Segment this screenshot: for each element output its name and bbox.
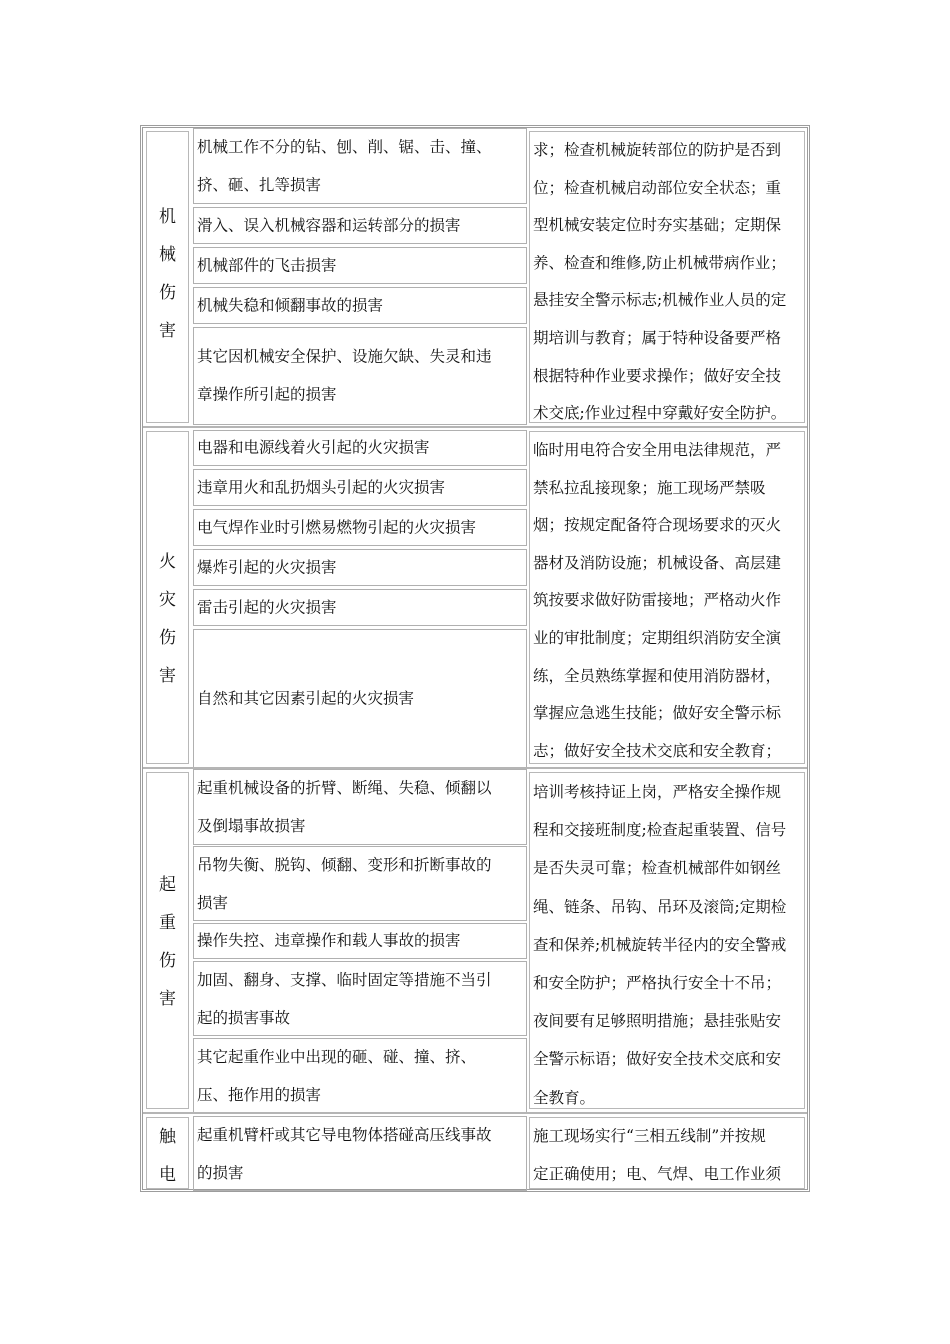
hazard-text: 机械工作不分的钻、刨、削、锯、击、撞、	[197, 138, 492, 156]
measure-line: 临时用电符合安全用电法律规范，严	[533, 441, 782, 459]
hazard-item	[193, 128, 527, 204]
measure-line: 筑按要求做好防雷接地；严格动火作	[533, 591, 782, 610]
measures-cell	[529, 431, 805, 764]
measure-line: 术交底;作业过程中穿戴好安全防护。	[533, 404, 787, 423]
category-char: 火	[159, 552, 176, 572]
hazard-text: 压、拖作用的损害	[197, 1085, 322, 1104]
hazard-item	[193, 207, 527, 244]
measure-line: 夜间要有足够照明措施；悬挂张贴安	[533, 1012, 782, 1031]
hazard-item	[193, 287, 527, 324]
measure-line: 志；做好安全技术交底和安全教育；	[533, 741, 782, 760]
measure-line: 业的审批制度；定期组织消防安全演	[533, 628, 782, 647]
hazard-table	[140, 125, 810, 1192]
hazard-item	[193, 549, 527, 586]
hazard-text: 自然和其它因素引起的火灾损害	[197, 688, 415, 707]
hazard-item	[193, 589, 527, 626]
hazard-item	[193, 247, 527, 284]
category-char: 械	[159, 245, 176, 265]
category-cell	[146, 131, 189, 423]
measure-line: 位；检查机械启动部位安全状态；重	[533, 178, 782, 197]
hazard-item	[193, 769, 527, 845]
table-row-group	[143, 128, 807, 426]
hazard-text: 滑入、误入机械容器和运转部分的损害	[197, 215, 461, 234]
measures-cell	[529, 131, 805, 423]
measure-line: 根据特种作业要求操作；做好安全技	[533, 366, 782, 385]
hazard-text: 电器和电源线着火引起的火灾损害	[197, 438, 430, 457]
hazard-text: 其它因机械安全保护、设施欠缺、失灵和违	[197, 347, 492, 366]
category-cell	[146, 1117, 189, 1189]
measure-line: 程和交接班制度;检查起重装置、信号	[533, 821, 787, 840]
hazard-item	[193, 923, 527, 959]
category-cell	[146, 772, 189, 1109]
hazard-text: 其它起重作业中出现的砸、碰、撞、挤、	[197, 1048, 477, 1066]
category-char: 伤	[159, 283, 176, 303]
measure-line: 悬挂安全警示标志;机械作业人员的定	[533, 291, 787, 310]
category-char: 害	[159, 666, 176, 686]
hazard-text: 章操作所引起的损害	[197, 385, 337, 403]
category-char: 电	[159, 1165, 176, 1185]
hazard-item	[193, 327, 527, 425]
measure-line: 定正确使用；电、气焊、电工作业须	[533, 1164, 782, 1183]
hazard-item	[193, 430, 527, 466]
hazard-item	[193, 629, 527, 768]
measure-line: 求；检查机械旋转部位的防护是否到	[533, 141, 782, 159]
table-row-group	[143, 767, 807, 1112]
hazard-text: 的损害	[197, 1163, 244, 1182]
measure-line: 是否失灵可靠；检查机械部件如钢丝	[533, 859, 782, 878]
measure-line: 绳、链条、吊钩、吊环及滚筒;定期检	[533, 897, 787, 916]
table-row-group	[143, 1112, 807, 1189]
hazard-text: 爆炸引起的火灾损害	[197, 557, 337, 576]
hazard-text: 吊物失衡、脱钩、倾翻、变形和折断事故的	[197, 856, 492, 874]
hazard-item	[193, 846, 527, 921]
category-cell	[146, 431, 189, 764]
category-char: 机	[159, 207, 176, 227]
hazard-item	[193, 509, 527, 546]
measure-line: 查和保养;机械旋转半径内的安全警戒	[533, 935, 787, 954]
hazard-text: 机械部件的飞击损害	[197, 255, 337, 274]
category-char: 害	[159, 321, 176, 341]
hazard-column	[193, 1114, 527, 1189]
hazard-text: 操作失控、违章操作和载人事故的损害	[197, 931, 461, 950]
hazard-item	[193, 961, 527, 1036]
hazard-text: 挤、砸、扎等损害	[197, 175, 322, 194]
measures-cell	[529, 1117, 805, 1189]
hazard-text: 损害	[197, 893, 229, 912]
measure-line: 和安全防护；严格执行安全十不吊；	[533, 974, 782, 993]
measure-line: 烟；按规定配备符合现场要求的灭火	[533, 516, 782, 535]
category-char: 触	[159, 1127, 176, 1147]
table-row-group	[143, 426, 807, 767]
measure-line: 养、检查和维修,防止机械带病作业；	[533, 253, 786, 272]
measure-line: 全警示标语；做好安全技术交底和安	[533, 1050, 782, 1069]
measures-cell	[529, 772, 805, 1109]
measure-line: 禁私拉乱接现象；施工现场严禁吸	[533, 478, 766, 497]
category-char: 灾	[159, 590, 176, 610]
hazard-text: 违章用火和乱扔烟头引起的火灾损害	[197, 477, 446, 496]
hazard-text: 机械失稳和倾翻事故的损害	[197, 295, 384, 314]
hazard-column	[193, 128, 527, 426]
category-char: 害	[159, 989, 176, 1009]
hazard-text: 加固、翻身、支撑、临时固定等措施不当引	[197, 971, 492, 989]
category-char: 起	[159, 875, 176, 895]
hazard-text: 起重机械设备的折臂、断绳、失稳、倾翻以	[197, 779, 492, 797]
measure-line: 施工现场实行“三相五线制”并按规	[533, 1127, 766, 1145]
measure-line: 期培训与教育；属于特种设备要严格	[533, 328, 782, 347]
hazard-item	[193, 469, 527, 506]
hazard-text: 及倒塌事故损害	[197, 816, 306, 835]
hazard-text: 起重机臂杆或其它导电物体搭碰高压线事故	[197, 1126, 492, 1144]
category-char: 伤	[159, 951, 176, 971]
measure-line: 培训考核持证上岗，严格安全操作规	[533, 783, 782, 801]
measure-line: 器材及消防设施；机械设备、高层建	[533, 553, 782, 572]
category-char: 重	[159, 913, 176, 933]
hazard-text: 电气焊作业时引燃易燃物引起的火灾损害	[197, 517, 477, 536]
hazard-text: 起的损害事故	[197, 1008, 291, 1027]
hazard-column	[193, 428, 527, 767]
measure-line: 全教育。	[533, 1088, 596, 1107]
hazard-item	[193, 1116, 527, 1191]
measure-line: 型机械安装定位时夯实基础；定期保	[533, 216, 782, 235]
hazard-text: 雷击引起的火灾损害	[197, 597, 337, 616]
category-char: 伤	[159, 628, 176, 648]
measure-line: 掌握应急逃生技能；做好安全警示标	[533, 704, 782, 723]
hazard-item	[193, 1038, 527, 1113]
measure-line: 练，全员熟练掌握和使用消防器材，	[533, 666, 782, 685]
hazard-column	[193, 769, 527, 1112]
